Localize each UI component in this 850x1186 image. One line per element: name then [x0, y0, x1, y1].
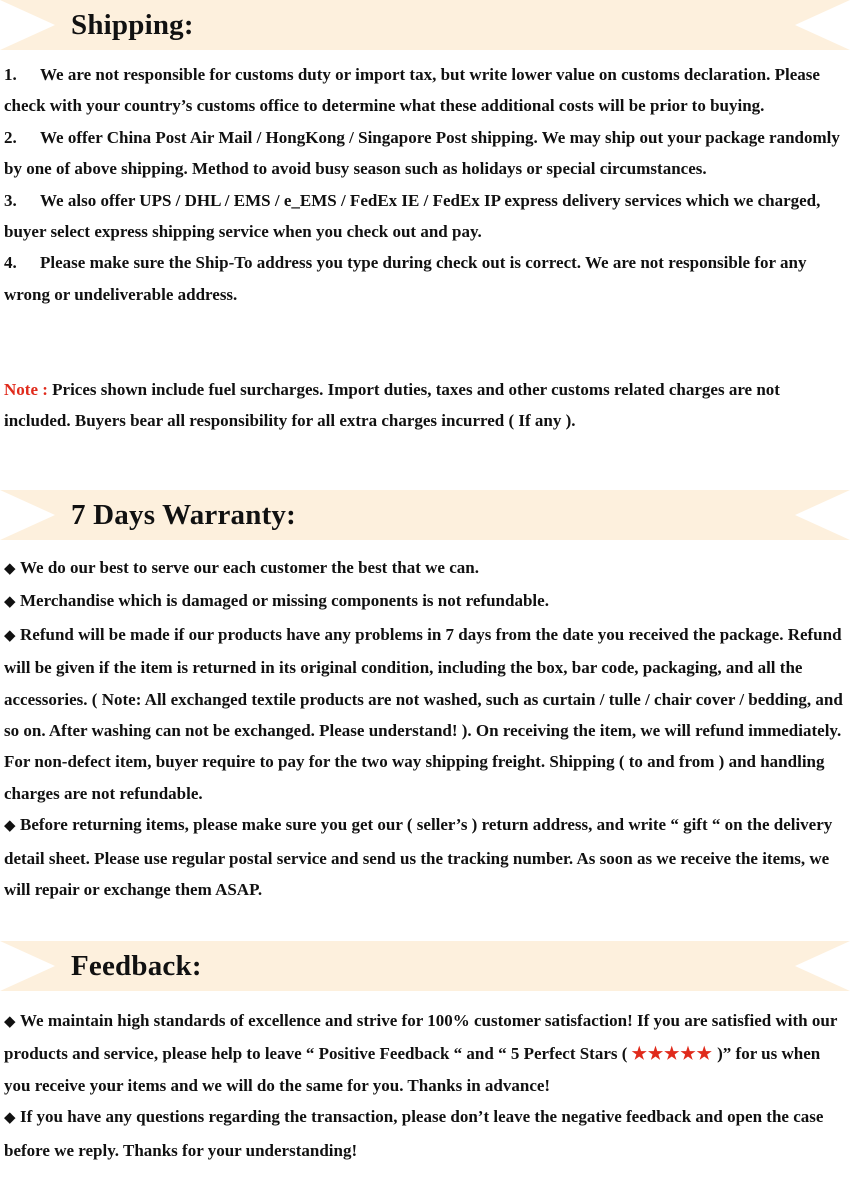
item-text: Merchandise which is damaged or missing components is not refundable.	[20, 591, 549, 611]
item-text: We maintain high standards of excellence and strive for 100% customer satisfaction! If you are satisfied with our products and service, please help to leave “ Positive Feedback “ and “ 5 Perfect Stars (	[4, 1011, 838, 1064]
diamond-bullet-icon: ◆	[4, 1110, 16, 1127]
note-text: Prices shown include fuel surcharges. Import duties, taxes and other customs related charges are not included. Buyers bear all responsibility for all extra charges incurred ( If any ).	[4, 380, 780, 431]
warranty-item	[4, 585, 846, 618]
shipping-list	[4, 59, 846, 310]
five-stars-icon: ★★★★★	[631, 1044, 713, 1064]
item-text: We also offer UPS / DHL / EMS / e_EMS / FedEx IE / FedEx IP express delivery services which we charged, buyer select express shipping service when you check out and pay.	[4, 190, 821, 242]
shipping-note	[4, 374, 846, 437]
feedback-banner	[0, 941, 850, 991]
item-text: )” for us when you receive your items and we will do the same for you. Thanks in advance!	[4, 1044, 821, 1095]
shipping-item	[4, 185, 846, 248]
feedback-list	[4, 1005, 846, 1166]
diamond-bullet-icon: ◆	[4, 561, 16, 577]
shipping-banner	[0, 0, 850, 50]
warranty-list	[4, 552, 846, 905]
feedback-title: Feedback:	[71, 950, 202, 982]
item-number: 3.	[4, 190, 17, 210]
diamond-bullet-icon: ◆	[4, 594, 16, 611]
note-label: Note :	[4, 380, 48, 399]
warranty-item	[4, 619, 846, 809]
diamond-bullet-icon: ◆	[4, 818, 16, 835]
warranty-item	[4, 809, 846, 905]
warranty-banner	[0, 490, 850, 540]
item-text: Please make sure the Ship-To address you type during check out is correct. We are not responsible for any wrong or undeliverable address.	[4, 253, 807, 304]
feedback-item	[4, 1101, 846, 1166]
item-number: 4.	[4, 253, 17, 273]
item-text: Before returning items, please make sure you get our ( seller’s ) return address, and write “ gift “ on the delivery detail sheet. Please use regular postal service and send us the tracking number. As soon as we receive the items, we will repair or exchange them ASAP.	[4, 815, 833, 900]
shipping-item	[4, 59, 846, 122]
diamond-bullet-icon: ◆	[4, 1014, 16, 1030]
shipping-item	[4, 247, 846, 310]
item-text: We offer China Post Air Mail / HongKong / Singapore Post shipping. We may ship out your package randomly by one of above shipping. Method to avoid busy season such as holidays or special circumstances.	[4, 127, 840, 179]
item-text: If you have any questions regarding the transaction, please don’t leave the negative feedback and open the case before we reply. Thanks for your understanding!	[4, 1107, 824, 1160]
item-text: We do our best to serve our each customer the best that we can.	[20, 558, 479, 577]
item-text: Refund will be made if our products have any problems in 7 days from the date you received the package. Refund will be given if the item is returned in its original condition, including the box, bar code, packaging, and all the accessories. ( Note: All exchanged textile products are not washed, such as curtain / tulle / chair cover / bedding, and so on. After washing can not be exchanged. Please understand! ). On receiving the item, we will refund immediately. For non-defect item, buyer require to pay for the two way shipping freight. Shipping ( to and from ) and handling charges are not refundable.	[4, 624, 843, 803]
item-number: 2.	[4, 127, 17, 147]
warranty-title: 7 Days Warranty:	[71, 499, 296, 531]
item-text: We are not responsible for customs duty or import tax, but write lower value on customs declaration. Please check with your country’s customs office to determine what these additional costs will be prior to buying.	[4, 65, 820, 116]
warranty-item	[4, 552, 846, 585]
shipping-item	[4, 122, 846, 185]
shipping-title: Shipping:	[71, 9, 194, 41]
feedback-item	[4, 1005, 846, 1101]
item-number: 1.	[4, 65, 17, 84]
diamond-bullet-icon: ◆	[4, 627, 16, 644]
